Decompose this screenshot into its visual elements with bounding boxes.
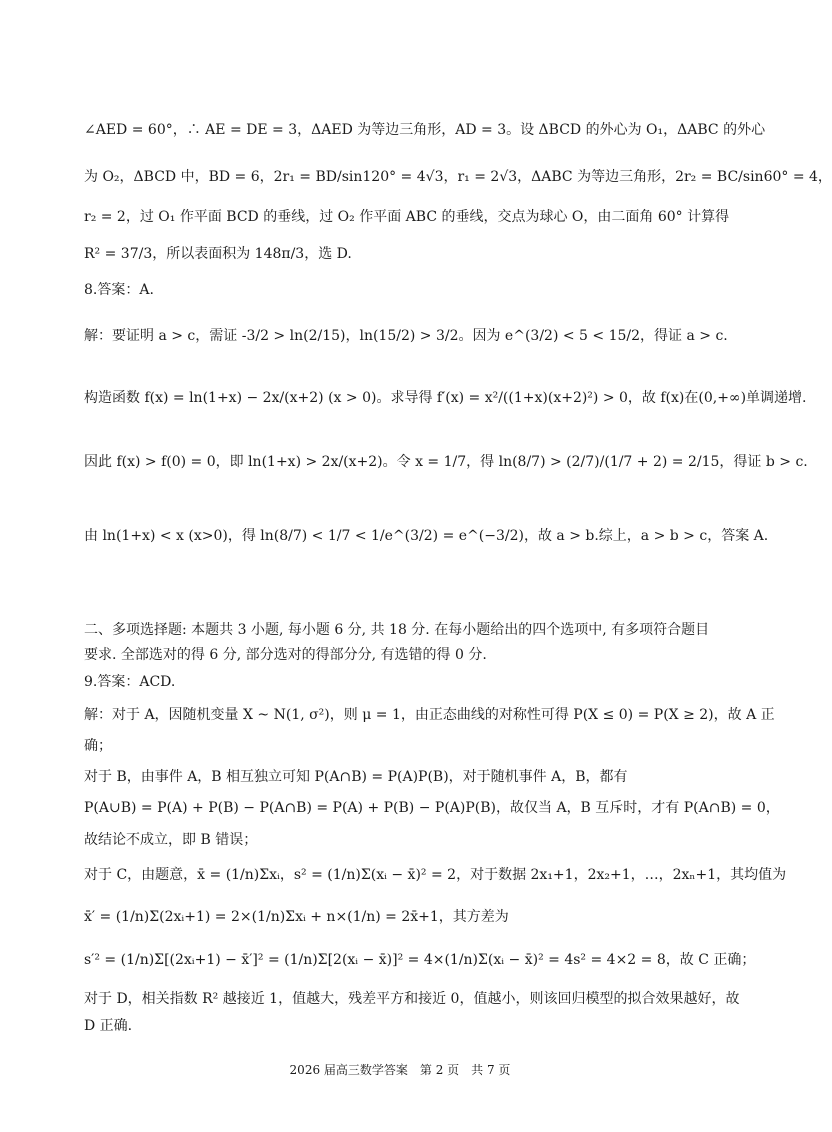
text-line-19: x̄′ = (1/n)Σ(2xᵢ+1) = 2×(1/n)Σxᵢ + n×(1/n) = 2x̄+1，其方差为 <box>84 909 509 925</box>
section-heading-cont: 要求. 全部选对的得 6 分, 部分选对的得部分分, 有选错的得 0 分. <box>84 647 487 663</box>
answer-8-heading: 8.答案：A. <box>84 282 154 298</box>
text-line-20: s′² = (1/n)Σ[(2xᵢ+1) − x̄′]² = (1/n)Σ[2(xᵢ − x̄)]² = 4×(1/n)Σ(xᵢ − x̄)² = 4s² = 4×2 = 8，故 C 正确； <box>84 952 756 968</box>
page-footer: 2026 届高三数学答案 第 2 页 共 7 页 <box>289 1063 511 1077</box>
text-line-1: ∠AED = 60°，∴ AE = DE = 3，ΔAED 为等边三角形，AD = 3。设 ΔBCD 的外心为 O₁，ΔABC 的外心 <box>84 122 766 138</box>
text-line-18: 对于 C，由题意，x̄ = (1/n)Σxᵢ，s² = (1/n)Σ(xᵢ − x̄)² = 2，对于数据 2x₁+1，2x₂+1，…，2xₙ+1，其均值为 <box>84 867 787 883</box>
text-line-14: 确； <box>84 738 112 754</box>
text-line-15: 对于 B，由事件 A，B 相互独立可知 P(A∩B) = P(A)P(B)，对于随机事件 A，B，都有 <box>84 769 628 785</box>
text-line-9: 由 ln(1+x) < x (x>0)，得 ln(8/7) < 1/7 < 1/e^(3/2) = e^(−3/2)，故 a > b.综上，a > b > c，答案 A. <box>84 528 769 544</box>
text-line-17: 故结论不成立，即 B 错误； <box>84 832 258 848</box>
text-line-21: 对于 D，相关指数 R² 越接近 1，值越大，残差平方和接近 0，值越小，则该回归模型的拟合效果越好，故 <box>84 991 740 1007</box>
answer-9-heading: 9.答案：ACD. <box>84 674 176 690</box>
section-heading: 二、多项选择题: 本题共 3 小题, 每小题 6 分, 共 18 分. 在每小题给出的四个选项中, 有多项符合题目 <box>84 622 710 638</box>
text-line-7: 构造函数 f(x) = ln(1+x) − 2x/(x+2) (x > 0)。求导得 f′(x) = x²/((1+x)(x+2)²) > 0，故 f(x)在(0,+∞)单调递增. <box>84 390 807 406</box>
text-line-22: D 正确. <box>84 1018 133 1034</box>
text-line-6: 解：要证明 a > c，需证 -3/2 > ln(2/15)，ln(15/2) > 3/2。因为 e^(3/2) < 5 < 15/2，得证 a > c. <box>84 328 728 344</box>
text-line-8: 因此 f(x) > f(0) = 0，即 ln(1+x) > 2x/(x+2)。令 x = 1/7，得 ln(8/7) > (2/7)/(1/7 + 2) = 2/15，得证 b > c. <box>84 454 808 470</box>
text-line-13: 解：对于 A，因随机变量 X ~ N(1, σ²)，则 μ = 1，由正态曲线的对称性可得 P(X ≤ 0) = P(X ≥ 2)，故 A 正 <box>84 707 775 723</box>
text-line-2: 为 O₂，ΔBCD 中，BD = 6，2r₁ = BD/sin120° = 4√3，r₁ = 2√3，ΔABC 为等边三角形，2r₂ = BC/sin60° = 4， <box>84 169 832 185</box>
text-line-16: P(A∪B) = P(A) + P(B) − P(A∩B) = P(A) + P(B) − P(A)P(B)，故仅当 A，B 互斥时，才有 P(A∩B) = 0， <box>84 800 780 816</box>
text-line-4: R² = 37/3，所以表面积为 148π/3，选 D. <box>84 246 352 262</box>
text-line-3: r₂ = 2，过 O₁ 作平面 BCD 的垂线，过 O₂ 作平面 ABC 的垂线，交点为球心 O，由二面角 60° 计算得 <box>84 209 730 225</box>
